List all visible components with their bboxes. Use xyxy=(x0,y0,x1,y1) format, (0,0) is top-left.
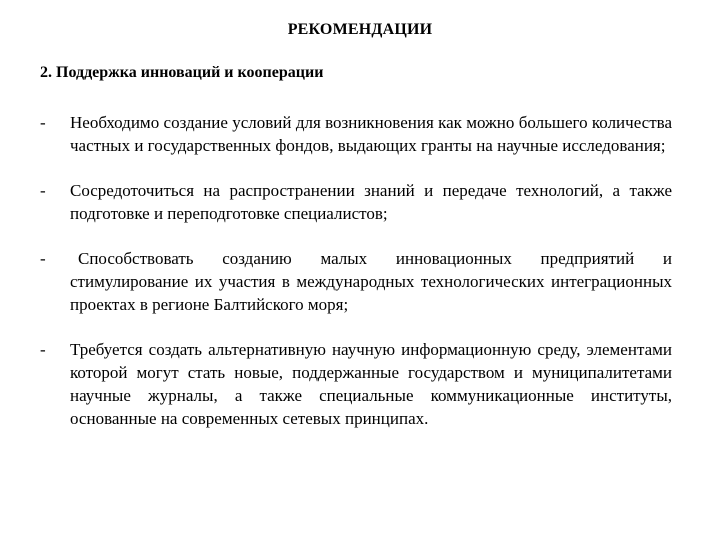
list-item-text: Способствовать созданию малых инновационных предприятий и стимулирование их участия в международных технологических интеграционных проектах в регионе Балтийского моря; xyxy=(70,249,672,314)
section-heading: 2. Поддержка инноваций и кооперации xyxy=(40,64,324,81)
page-title: РЕКОМЕНДАЦИИ xyxy=(287,21,433,38)
bullet-dash: - xyxy=(40,181,46,200)
recommendation-list xyxy=(38,111,672,430)
list-item-text: Необходимо создание условий для возникновения как можно большего количества частных и государственных фондов, выдающих гранты на научные исследования; xyxy=(70,113,672,155)
bullet-dash: - xyxy=(40,113,46,132)
bullet-dash: - xyxy=(40,249,46,268)
list-item-text: Требуется создать альтернативную научную информационную среду, элементами которой могут стать новые, поддержанные государством и муниципалитетами научные журналы, а также специальные коммуникационные институты, основанные на современных сетевых принципах. xyxy=(70,340,672,428)
list-item xyxy=(38,247,672,316)
list-item xyxy=(38,111,672,157)
list-item xyxy=(38,338,672,430)
list-item-text: Сосредоточиться на распространении знаний и передаче технологий, а также подготовке и переподготовке специалистов; xyxy=(70,181,672,223)
list-item xyxy=(38,179,672,225)
bullet-dash: - xyxy=(40,340,46,359)
